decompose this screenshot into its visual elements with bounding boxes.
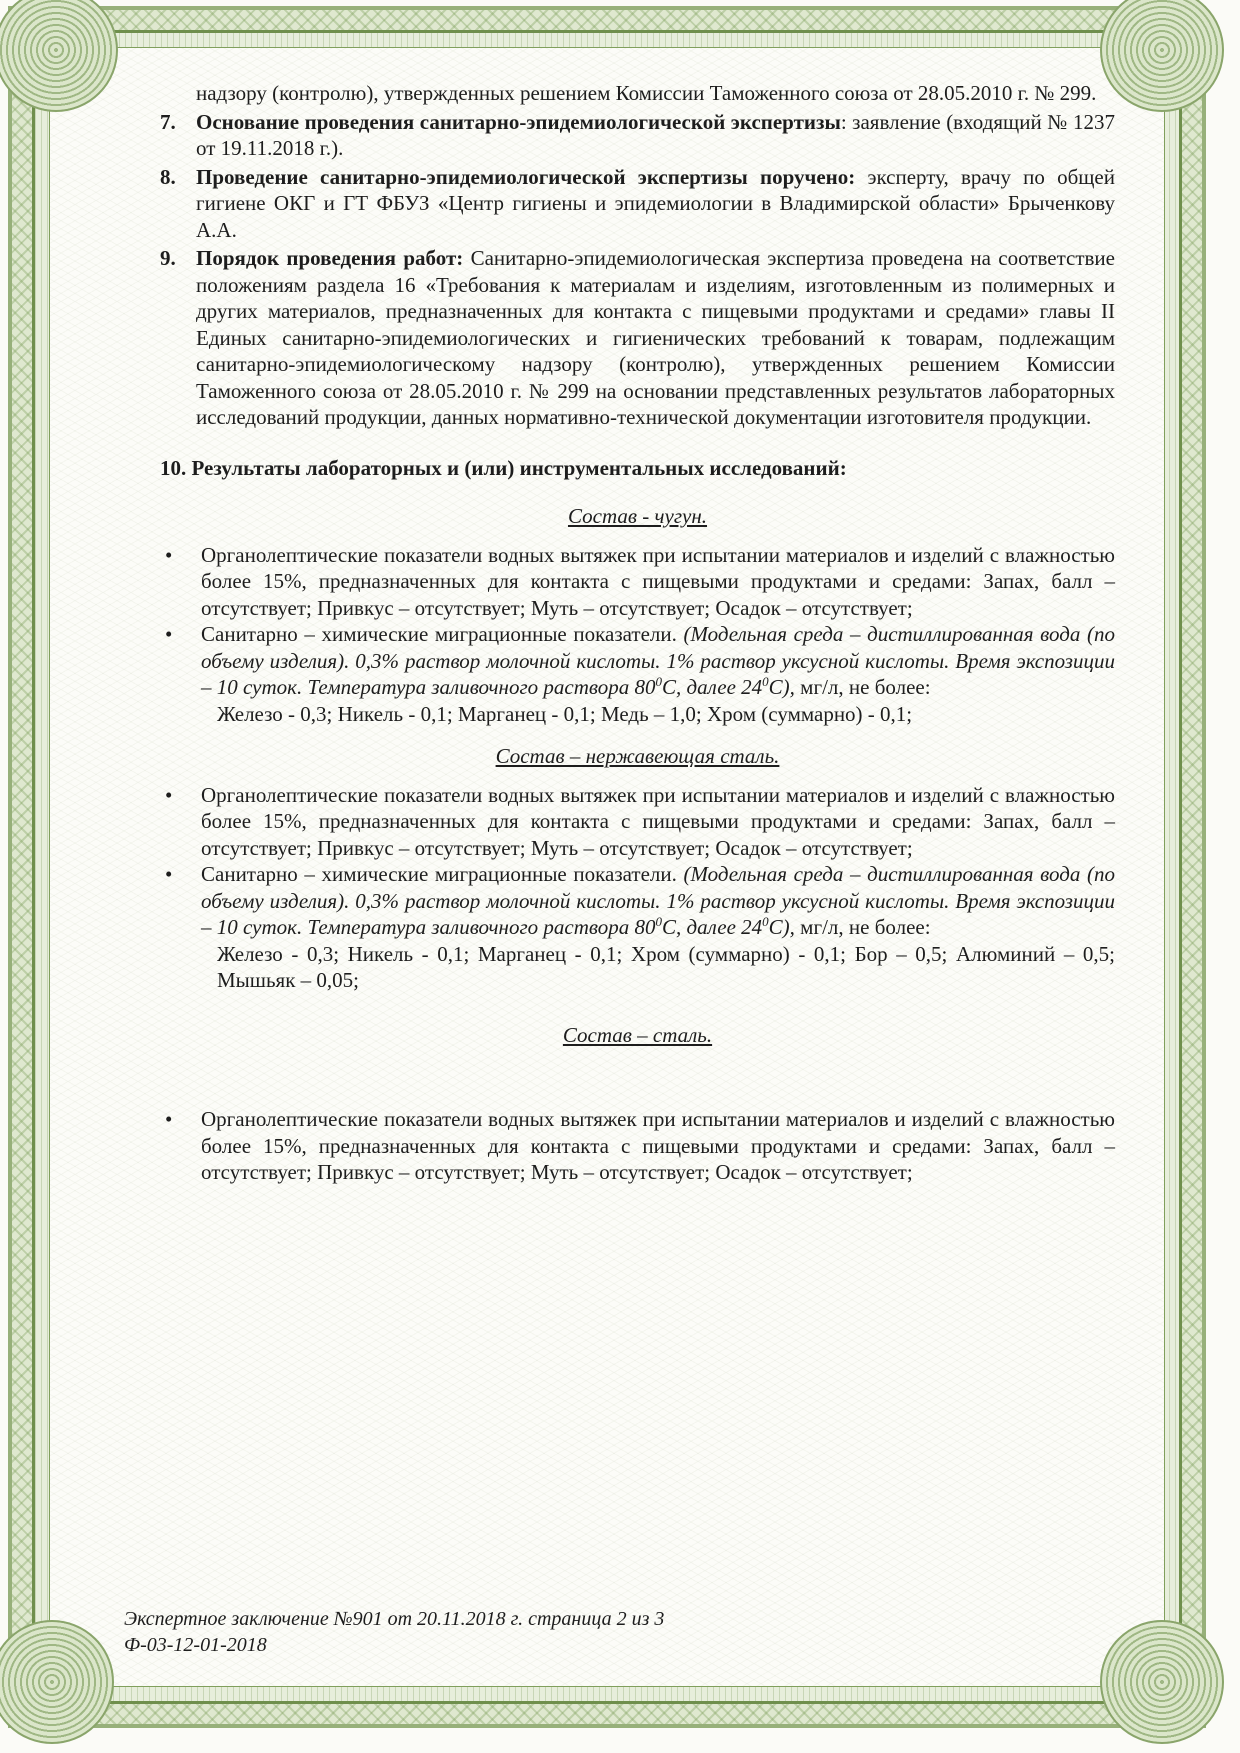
bullet-icon: • xyxy=(165,1107,173,1131)
section-heading: Результаты лабораторных и (или) инструментальных исследований: xyxy=(191,455,847,480)
organoleptic-text: Органолептические показатели водных вытяжек при испытании материалов и изделий с влажностью более 15%, предназначенных для контакта с пищевыми продуктами и средами: Запах, балл – отсутствует; Привкус – отсутствует; Муть – отсутствует; Осадок – отсутствует; xyxy=(201,782,1115,860)
sanitary-chemical-bullet xyxy=(160,621,1115,701)
degree-sup: 0 xyxy=(762,674,769,689)
corner-ornament-bottom-right xyxy=(1100,1620,1224,1744)
sanitary-label: Санитарно – химические миграционные показатели. xyxy=(201,622,677,646)
footer-reference: Экспертное заключение №901 от 20.11.2018 г. страница 2 из 3 xyxy=(124,1608,665,1630)
model-medium-main: (Модельная среда – дистиллированная вода (по объему изделия). 0,3% раствор молочной кислоты. 1% раствор уксусной кислоты. Время экспозиции – 10 суток. Температура заливочного раствора 80 xyxy=(201,622,1115,699)
organoleptic-text: Органолептические показатели водных вытяжек при испытании материалов и изделий с влажностью более 15%, предназначенных для контакта с пищевыми продуктами и средами: Запах, балл – отсутствует; Привкус – отсутствует; Муть – отсутствует; Осадок – отсутствует; xyxy=(201,1107,1115,1184)
section-number: 10. xyxy=(160,455,187,480)
model-medium-main: (Модельная среда – дистиллированная вода (по объему изделия). 0,3% раствор молочной кислоты. 1% раствор уксусной кислоты. Время экспозиции – 10 суток. Температура заливочного раствора 80 xyxy=(201,862,1115,939)
bullet-icon: • xyxy=(165,622,173,646)
footer-form-code: Ф-03-12-01-2018 xyxy=(124,1634,267,1656)
item-heading: Основание проведения санитарно-эпидемиологической экспертизы xyxy=(196,109,841,134)
sanitary-label: Санитарно – химические миграционные показатели. xyxy=(201,862,677,886)
page-footer xyxy=(124,1606,664,1658)
bullet-icon: • xyxy=(165,862,173,886)
continuation-paragraph: надзору (контролю), утвержденных решением Комиссии Таможенного союза от 28.05.2010 г. № 299. xyxy=(196,81,1097,105)
bullet-icon: • xyxy=(165,542,173,567)
item-8 xyxy=(160,164,1115,244)
organoleptic-bullet xyxy=(160,542,1115,622)
item-text: Санитарно-эпидемиологическая экспертиза проведена на соответствие положениям раздела 16 «Требования к материалам и изделиям, изготовленным из полимерных и других материалов, предназначенных для контакта с пищевыми продуктами и средами» главы II Единых санитарно-эпидемиологических и гигиенических требований к товарам, подлежащим санитарно-эпидемиологическому надзору (контролю), утвержденных решением Комиссии Таможенного союза от 28.05.2010 г. № 299 на основании представленных результатов лабораторных исследований продукции, данных нормативно-технической документации изготовителя продукции. xyxy=(196,246,1115,429)
item-text: эксперту, врачу по общей гигиене ОКГ и ГТ ФБУЗ «Центр гигиены и эпидемиологии в Владимирской области» Брыченкову А.А. xyxy=(196,164,1115,242)
unit-text: мг/л, не более: xyxy=(794,675,931,699)
item-7 xyxy=(160,109,1115,162)
item-number: 7. xyxy=(160,109,176,134)
degree-sup: 0 xyxy=(655,674,662,689)
organoleptic-bullet xyxy=(160,1106,1115,1186)
limits-stainless-steel: Железо - 0,3; Никель - 0,1; Марганец - 0,1; Хром (суммарно) - 0,1; Бор – 0,5; Алюминий – 0,5; Мышьяк – 0,05; xyxy=(217,941,1115,992)
organoleptic-bullet xyxy=(160,782,1115,862)
limits-cast-iron: Железо - 0,3; Никель - 0,1; Марганец - 0,1; Медь – 1,0; Хром (суммарно) - 0,1; xyxy=(217,701,913,726)
model-medium-later: С, далее 24 xyxy=(661,675,763,699)
composition-title-steel: Состав – сталь. xyxy=(562,1022,713,1047)
item-text: : заявление (входящий № 1237 от 19.11.2018 г.). xyxy=(196,109,1115,160)
model-medium-end: С), xyxy=(768,915,795,939)
item-heading: Проведение санитарно-эпидемиологической экспертизы поручено: xyxy=(196,164,856,189)
organoleptic-text: Органолептические показатели водных вытяжек при испытании материалов и изделий с влажностью более 15%, предназначенных для контакта с пищевыми продуктами и средами: Запах, балл – отсутствует; Привкус – отсутствует; Муть – отсутствует; Осадок – отсутствует; xyxy=(201,542,1115,620)
composition-title-stainless-steel: Состав – нержавеющая сталь. xyxy=(495,744,780,768)
item-9 xyxy=(160,245,1115,431)
item-number: 8. xyxy=(160,164,176,189)
sanitary-chemical-bullet xyxy=(160,861,1115,941)
corner-ornament-bottom-left xyxy=(0,1620,114,1744)
document-body xyxy=(160,80,1115,1186)
section-10-title xyxy=(160,455,1115,482)
degree-sup: 0 xyxy=(655,914,662,929)
model-medium-later: С, далее 24 xyxy=(661,915,763,939)
composition-title-cast-iron: Состав - чугун. xyxy=(567,504,708,528)
degree-sup: 0 xyxy=(762,914,769,929)
item-heading: Порядок проведения работ: xyxy=(196,246,464,270)
bullet-icon: • xyxy=(165,782,173,807)
unit-text: мг/л, не более: xyxy=(794,915,931,939)
corner-ornament-top-right xyxy=(1100,0,1224,112)
item-number: 9. xyxy=(160,246,176,270)
model-medium-end: С), xyxy=(768,675,795,699)
